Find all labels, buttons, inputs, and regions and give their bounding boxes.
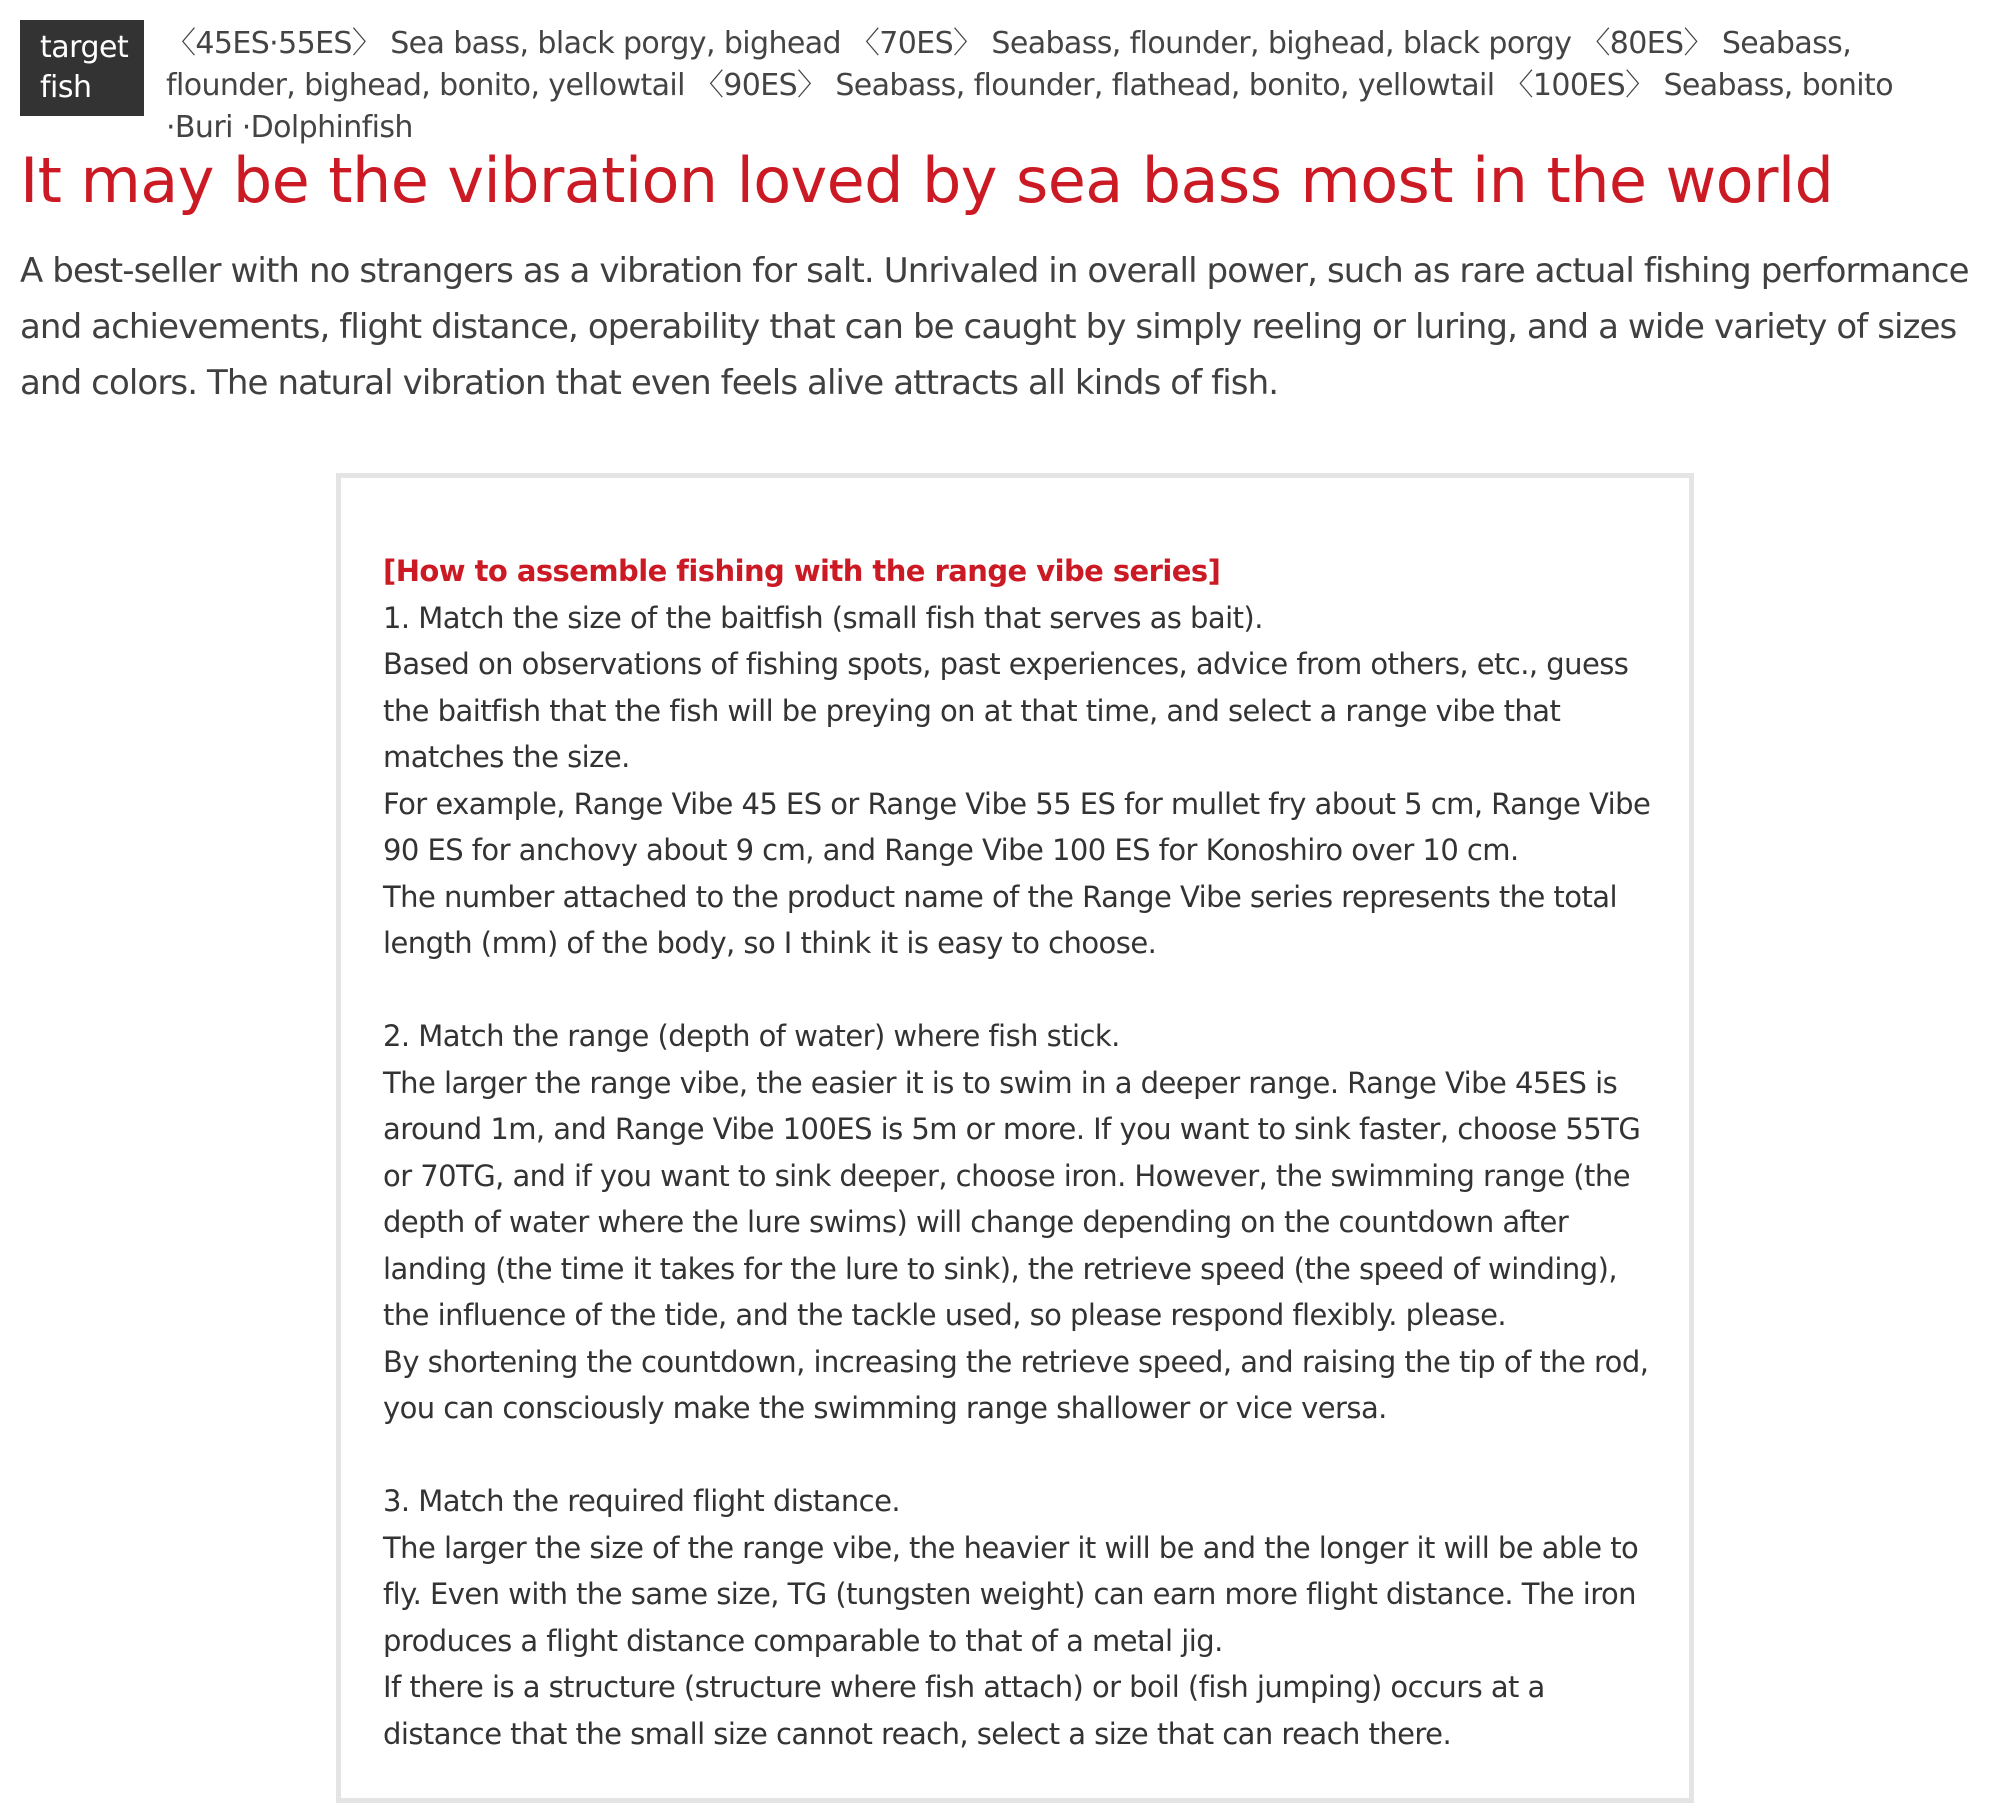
assembly-guide-content xyxy=(383,548,1653,1757)
intro-paragraph: A best-seller with no strangers as a vibration for salt. Unrivaled in overall power, such as rare actual fishing performance and achievements, flight distance, operability that can be caught by simply reeling or luring, and a wide variety of sizes and colors. The natural vibration that even feels alive attracts all kinds of fish. xyxy=(20,251,1969,403)
page-headline: It may be the vibration loved by sea bass most in the world xyxy=(20,144,1834,217)
section-1-heading: 1. Match the size of the baitfish (small fish that serves as bait). xyxy=(383,600,1263,635)
section-3-heading: 3. Match the required flight distance. xyxy=(383,1484,901,1518)
target-fish-list: 〈45ES·55ES〉 Sea bass, black porgy, bighead 〈70ES〉 Seabass, flounder, bighead, black porgy 〈80ES〉 Seabass, flounder, bighead, bonito, yellowtail 〈90ES〉 Seabass, flounder, flathead, bonito, yellowtail 〈100ES〉 Seabass, bonito ·Buri ·Dolphinfish xyxy=(166,26,1893,145)
section-1-paragraph: Based on observations of fishing spots, past experiences, advice from others, etc., guess the baitfish that the fish will be preying on at that time, and select a range vibe that matches the size. xyxy=(383,647,1629,774)
section-3-paragraph: The larger the size of the range vibe, the heavier it will be and the longer it will be able to fly. Even with the same size, TG (tungsten weight) can earn more flight distance. The iron produces a flight distance comparable to that of a metal jig. xyxy=(383,1530,1639,1658)
section-1-paragraph: For example, Range Vibe 45 ES or Range Vibe 55 ES for mullet fry about 5 cm, Range Vibe 90 ES for anchovy about 9 cm, and Range Vibe 100 ES for Konoshiro over 10 cm. xyxy=(383,786,1651,867)
section-2-paragraph: By shortening the countdown, increasing the retrieve speed, and raising the tip of the rod, you can consciously make the swimming range shallower or vice versa. xyxy=(383,1344,1649,1425)
target-fish-row xyxy=(20,20,1980,145)
section-spacer xyxy=(383,967,1653,1014)
target-fish-badge: target fish xyxy=(20,20,144,116)
section-1-paragraph: The number attached to the product name of the Range Vibe series represents the total length (mm) of the body, so I think it is easy to choose. xyxy=(383,879,1617,960)
section-2-paragraph: The larger the range vibe, the easier it is to swim in a deeper range. Range Vibe 45ES is around 1m, and Range Vibe 100ES is 5m or more. If you want to sink faster, choose 55TG or 70TG, and if you want to sink deeper, choose iron. However, the swimming range (the depth of water where the lure swims) will change depending on the countdown after landing (the time it takes for the lure to sink), the retrieve speed (the speed of winding), the influence of the tide, and the tackle used, so please respond flexibly. please. xyxy=(383,1065,1641,1332)
section-2-heading: 2. Match the range (depth of water) where fish stick. xyxy=(383,1019,1120,1053)
section-spacer xyxy=(383,1432,1653,1479)
assembly-guide-title: [How to assemble fishing with the range vibe series] xyxy=(383,554,1221,588)
section-3-paragraph: If there is a structure (structure where fish attach) or boil (fish jumping) occurs at a distance that the small size cannot reach, select a size that can reach there. xyxy=(383,1670,1545,1751)
assembly-guide-box xyxy=(336,473,1694,1803)
